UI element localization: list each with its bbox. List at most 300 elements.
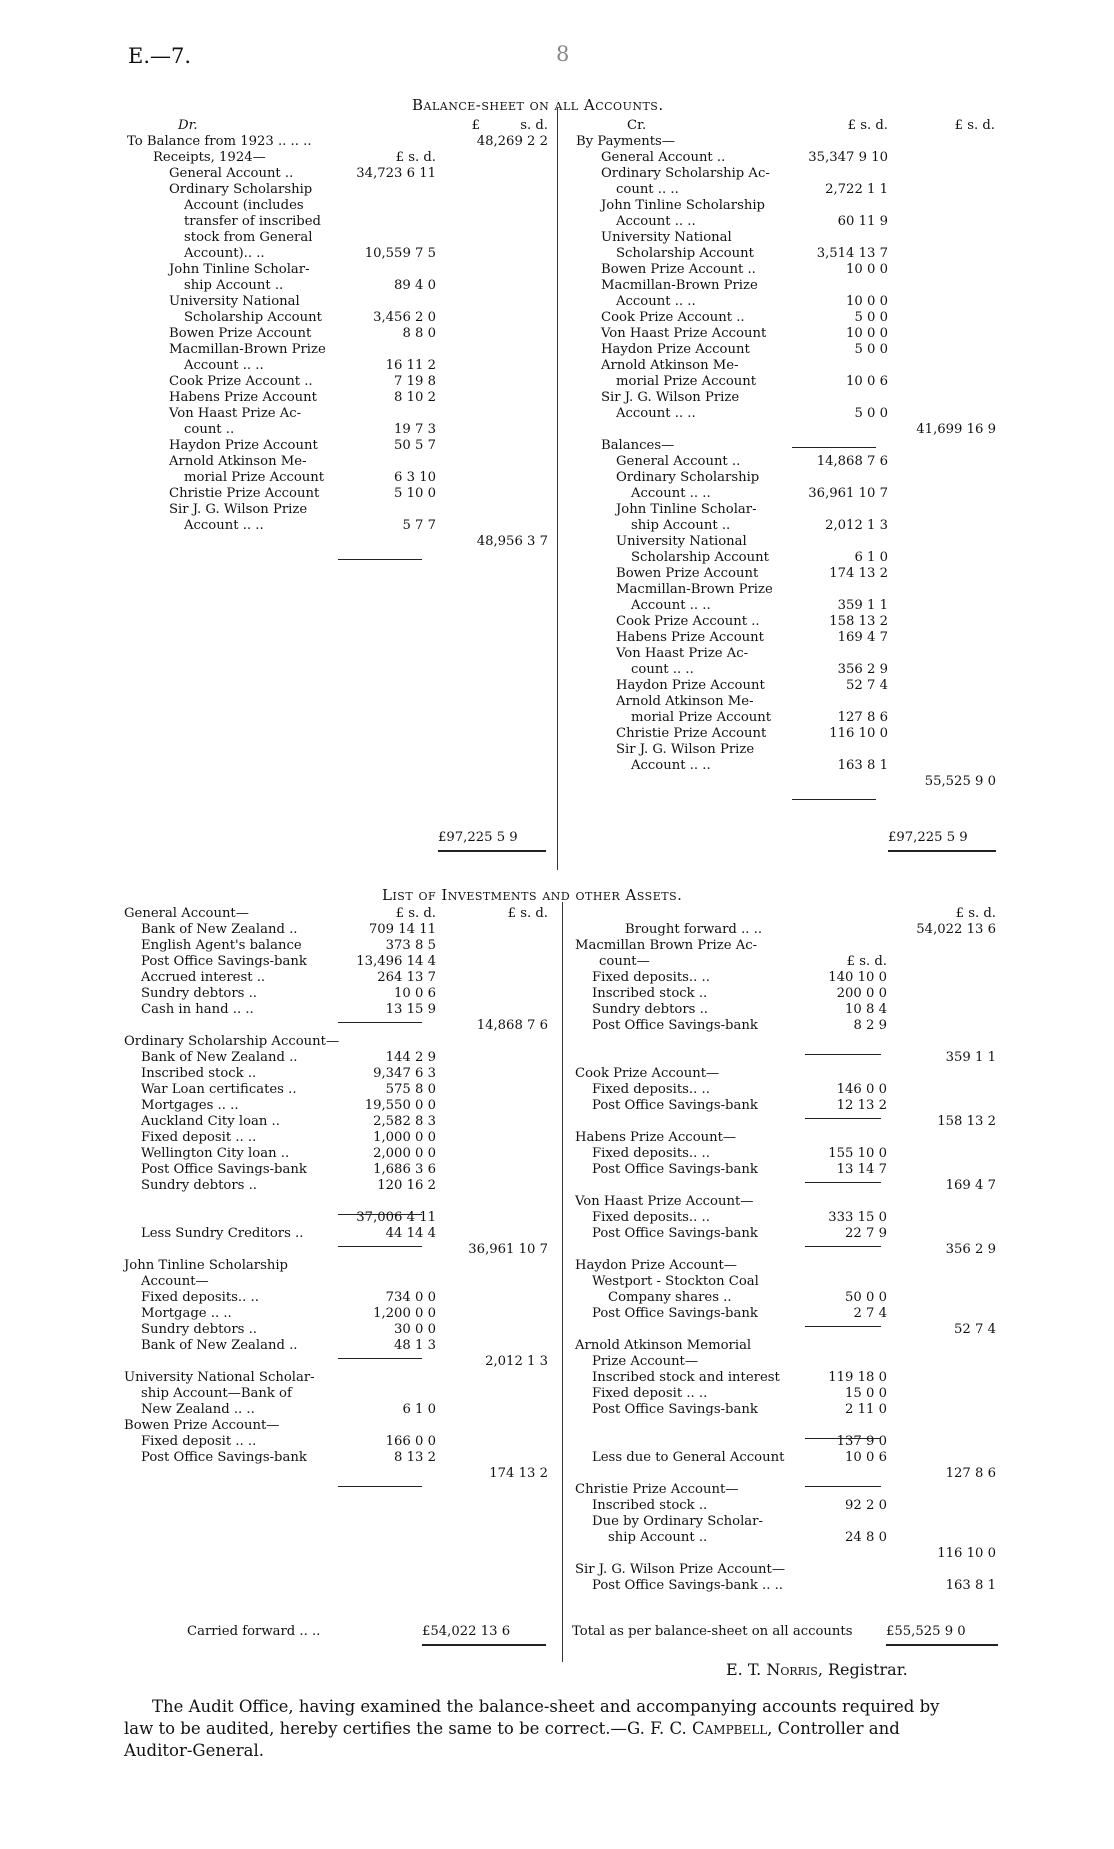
cr-balances-rule — [792, 799, 876, 800]
ledger-label: Due by Ordinary Scholar- — [592, 1514, 763, 1529]
amount-inner: 6 1 0 — [854, 550, 888, 565]
amount-inner: 2,722 1 1 — [825, 182, 888, 197]
amount-inner: 52 7 4 — [846, 678, 888, 693]
rule-vonhaast — [805, 1246, 881, 1247]
ledger-label: Brought forward .. .. — [625, 922, 763, 937]
ledger-label: By Payments— — [576, 134, 675, 149]
ledger-label: Inscribed stock .. — [592, 986, 708, 1001]
dr-total-double-rule — [438, 850, 546, 852]
amount-inner: 30 0 0 — [394, 1322, 436, 1337]
ledger-label: ship Account—Bank of — [141, 1386, 292, 1401]
amount-inner: 10 0 0 — [846, 262, 888, 277]
amount-inner: 166 0 0 — [385, 1434, 436, 1449]
ledger-label: Account .. .. — [631, 486, 711, 501]
ledger-row — [0, 1514, 1114, 1530]
ledger-label: John Tinline Scholarship — [124, 1258, 288, 1273]
ledger-label: Fixed deposits.. .. — [592, 970, 710, 985]
amount-inner: 1,000 0 0 — [373, 1130, 436, 1145]
ledger-label: Cr. — [627, 118, 647, 133]
ledger-label: Sir J. G. Wilson Prize Account— — [575, 1562, 786, 1577]
ledger-row — [0, 1034, 1114, 1050]
amount-inner: 13 14 7 — [836, 1162, 887, 1177]
ledger-row — [0, 1114, 1114, 1130]
ledger-label: Sir J. G. Wilson Prize — [169, 502, 308, 517]
ledger-row — [0, 922, 1114, 938]
ledger-label: Haydon Prize Account — [616, 678, 765, 693]
registrar-role: , Registrar. — [817, 1660, 908, 1679]
amount-outer: 55,525 9 0 — [924, 774, 996, 789]
ledger-label: General Account— — [124, 906, 249, 921]
dr-total-row — [438, 830, 548, 846]
amount-inner: 89 4 0 — [394, 278, 436, 293]
ledger-label: ship Account .. — [184, 278, 284, 293]
amount-outer: £ s. d. — [954, 118, 995, 133]
ledger-row — [0, 1258, 1114, 1274]
amount-outer: 54,022 13 6 — [916, 922, 996, 937]
amount-outer: 48,956 3 7 — [476, 534, 548, 549]
amount-outer: 14,868 7 6 — [476, 1018, 548, 1033]
ledger-label: Macmillan Brown Prize Ac- — [575, 938, 758, 953]
ledger-label: Macmillan-Brown Prize — [616, 582, 773, 597]
amount-inner: 7 19 8 — [394, 374, 436, 389]
ledger-label: Balances— — [601, 438, 675, 453]
amount-inner: 5 0 0 — [854, 342, 888, 357]
amount-inner: 575 8 0 — [385, 1082, 436, 1097]
ledger-label: Arnold Atkinson Me- — [616, 694, 754, 709]
ledger-label: Less due to General Account — [592, 1450, 785, 1465]
ledger-label: Cook Prize Account .. — [616, 614, 760, 629]
amount-inner: £ s. d. — [847, 118, 888, 133]
amount-outer: 169 4 7 — [945, 1178, 996, 1193]
amount-inner: 144 2 9 — [385, 1050, 436, 1065]
ledger-label: Sundry debtors .. — [141, 1322, 257, 1337]
amount-outer: £ s. d. — [955, 906, 996, 921]
ledger-label: Bowen Prize Account .. — [601, 262, 756, 277]
ledger-label: Habens Prize Account— — [575, 1130, 737, 1145]
ledger-label: Account .. .. — [184, 358, 264, 373]
ledger-label: John Tinline Scholar- — [616, 502, 757, 517]
amount-inner: 22 7 9 — [845, 1226, 887, 1241]
ledger-row — [0, 938, 1114, 954]
ledger-row — [0, 1082, 1114, 1098]
ledger-row — [0, 1050, 1114, 1066]
column-header: s. d. — [520, 118, 548, 133]
ledger-row — [0, 1482, 1114, 1498]
ledger-label: Habens Prize Account — [169, 390, 317, 405]
amount-inner: 2 11 0 — [845, 1402, 887, 1417]
ledger-row — [0, 1498, 1114, 1514]
ledger-row — [0, 1466, 1114, 1482]
amount-outer: 163 8 1 — [945, 1578, 996, 1593]
ledger-row — [0, 1370, 1114, 1386]
amount-inner: 2,012 1 3 — [825, 518, 888, 533]
rule-macmillan — [805, 1054, 881, 1055]
amount-inner: 48 1 3 — [394, 1338, 436, 1353]
amount-inner: 137 9 0 — [836, 1434, 887, 1449]
amount-inner: 127 8 6 — [837, 710, 888, 725]
ledger-label: Account .. .. — [631, 758, 711, 773]
balance-sheet-title: Balance-sheet on all Accounts. — [412, 96, 664, 114]
ledger-label: University National — [169, 294, 300, 309]
ledger-row — [0, 1274, 1114, 1290]
amount-outer: 48,269 2 2 — [476, 134, 548, 149]
ledger-label: Fixed deposits.. .. — [592, 1082, 710, 1097]
ledger-row — [0, 954, 1114, 970]
amount-inner: 3,456 2 0 — [373, 310, 436, 325]
ledger-label: Inscribed stock .. — [592, 1498, 708, 1513]
ledger-label: University National Scholar- — [124, 1370, 315, 1385]
amount-inner: 16 11 2 — [385, 358, 436, 373]
rule-haydon — [805, 1326, 881, 1327]
ledger-label: Haydon Prize Account — [601, 342, 750, 357]
cr-total-double-rule — [888, 850, 996, 852]
ledger-row — [0, 1210, 1114, 1226]
amount-inner: 140 10 0 — [828, 970, 887, 985]
ledger-label: Wellington City loan .. — [141, 1146, 290, 1161]
ledger-label: Receipts, 1924— — [153, 150, 266, 165]
ledger-row — [0, 1322, 1114, 1338]
ledger-label: Von Haast Prize Account — [601, 326, 767, 341]
rule-atkinson-sum — [805, 1438, 881, 1439]
amount-inner: 2,000 0 0 — [373, 1146, 436, 1161]
ledger-label: Account (includes — [184, 198, 304, 213]
ledger-label: Dr. — [178, 118, 198, 133]
ledger-row — [0, 1306, 1114, 1322]
amount-inner: 34,723 6 11 — [356, 166, 436, 181]
amount-outer: 116 10 0 — [937, 1546, 996, 1561]
rule-bowen — [338, 1486, 422, 1487]
cr-total-row — [888, 830, 998, 846]
ledger-label: Post Office Savings-bank — [141, 1162, 307, 1177]
amount-inner: 10 0 0 — [846, 294, 888, 309]
amount-inner: 200 0 0 — [836, 986, 887, 1001]
auditor-name: Campbell — [692, 1719, 768, 1738]
amount-outer: 158 13 2 — [937, 1114, 996, 1129]
amount-inner: 50 0 0 — [845, 1290, 887, 1305]
ledger-label: count .. .. — [616, 182, 679, 197]
balance-sheet-divider — [557, 108, 558, 870]
ledger-label: General Account .. — [616, 454, 741, 469]
ledger-label: Post Office Savings-bank .. .. — [592, 1578, 783, 1593]
amount-inner: 146 0 0 — [836, 1082, 887, 1097]
ledger-label: Mortgages .. .. — [141, 1098, 239, 1113]
ledger-label: Habens Prize Account — [616, 630, 764, 645]
amount-inner: 359 1 1 — [837, 598, 888, 613]
amount-inner: 2 7 4 — [853, 1306, 887, 1321]
amount-inner: 10 0 6 — [846, 374, 888, 389]
amount-inner: 174 13 2 — [829, 566, 888, 581]
carried-forward-double-rule — [422, 1644, 546, 1646]
amount-inner: 6 1 0 — [402, 1402, 436, 1417]
amount-inner: 10 8 4 — [845, 1002, 887, 1017]
audit-line-2 — [124, 1718, 900, 1740]
amount-inner: 5 10 0 — [394, 486, 436, 501]
cr-total-value: £97,225 5 9 — [888, 830, 968, 845]
amount-inner: 19,550 0 0 — [364, 1098, 436, 1113]
ledger-label: transfer of inscribed — [184, 214, 321, 229]
ledger-label: Bowen Prize Account — [169, 326, 312, 341]
ledger-label: morial Prize Account — [616, 374, 757, 389]
amount-inner: 8 13 2 — [394, 1450, 436, 1465]
ledger-row — [0, 986, 1114, 1002]
ledger-label: Von Haast Prize Account— — [575, 1194, 754, 1209]
ledger-row — [0, 1338, 1114, 1354]
ledger-row — [0, 1578, 1114, 1594]
ledger-label: Account).. .. — [184, 246, 265, 261]
amount-inner: 10 0 0 — [846, 326, 888, 341]
ledger-label: Account .. .. — [616, 214, 696, 229]
ledger-label: morial Prize Account — [631, 710, 772, 725]
carried-forward-row — [187, 1624, 367, 1640]
amount-outer: 356 2 9 — [945, 1242, 996, 1257]
amount-outer: 127 8 6 — [945, 1466, 996, 1481]
ledger-label: New Zealand .. .. — [141, 1402, 255, 1417]
ledger-row — [0, 906, 1114, 922]
amount-inner: £ s. d. — [395, 150, 436, 165]
ledger-label: Haydon Prize Account — [169, 438, 318, 453]
investments-divider — [562, 902, 563, 1662]
ledger-label: ship Account .. — [608, 1530, 708, 1545]
rule-general — [338, 1022, 422, 1023]
ledger-label: John Tinline Scholar- — [169, 262, 310, 277]
ledger-label: Account .. .. — [616, 406, 696, 421]
amount-outer: 36,961 10 7 — [468, 1242, 548, 1257]
amount-inner: 1,686 3 6 — [373, 1162, 436, 1177]
audit-line-2-text: law to be audited, hereby certifies the same to be correct.—G. F. C. — [124, 1719, 692, 1738]
ledger-label: To Balance from 1923 .. .. .. — [127, 134, 312, 149]
ledger-label: Scholarship Account — [184, 310, 322, 325]
amount-outer: £ s. d. — [507, 906, 548, 921]
document-code: E.—7. — [128, 44, 192, 68]
ledger-label: Post Office Savings-bank — [592, 1162, 758, 1177]
carried-forward-value: £54,022 13 6 — [422, 1624, 511, 1639]
ledger-label: Christie Prize Account — [169, 486, 320, 501]
ledger-label: War Loan certificates .. — [141, 1082, 297, 1097]
amount-inner: 709 14 11 — [368, 922, 436, 937]
ledger-label: Accrued interest .. — [141, 970, 266, 985]
ledger-label: Inscribed stock and interest — [592, 1370, 780, 1385]
ledger-label: Arnold Atkinson Me- — [601, 358, 739, 373]
amount-inner: 1,200 0 0 — [373, 1306, 436, 1321]
ledger-label: Account .. .. — [184, 518, 264, 533]
ledger-row — [0, 1002, 1114, 1018]
ledger-row — [0, 1354, 1114, 1370]
ledger-label: Sir J. G. Wilson Prize — [601, 390, 740, 405]
amount-inner: 356 2 9 — [837, 662, 888, 677]
ledger-row — [0, 970, 1114, 986]
amount-inner: 60 11 9 — [837, 214, 888, 229]
ledger-label: Account .. .. — [616, 294, 696, 309]
ledger-label: Bowen Prize Account— — [124, 1418, 280, 1433]
ledger-label: English Agent's balance — [141, 938, 302, 953]
ledger-row — [0, 1546, 1114, 1562]
amount-inner: 12 13 2 — [836, 1098, 887, 1113]
rule-ordinary — [338, 1246, 422, 1247]
carried-forward-label: Carried forward .. .. — [187, 1624, 321, 1639]
ledger-row — [0, 1162, 1114, 1178]
audit-line-1: The Audit Office, having examined the balance-sheet and accompanying accounts required by — [152, 1697, 940, 1716]
ledger-label: Sundry debtors .. — [141, 1178, 257, 1193]
ledger-label: Fixed deposit .. .. — [141, 1434, 257, 1449]
amount-outer: 2,012 1 3 — [485, 1354, 548, 1369]
total-balance-value: £55,525 9 0 — [886, 1624, 966, 1639]
amount-inner: 116 10 0 — [829, 726, 888, 741]
amount-inner: 6 3 10 — [394, 470, 436, 485]
ledger-row — [0, 1066, 1114, 1082]
ledger-row — [0, 1434, 1114, 1450]
ledger-label: John Tinline Scholarship — [601, 198, 765, 213]
amount-inner: 5 0 0 — [854, 310, 888, 325]
page-number: 8 — [556, 42, 570, 66]
ledger-row — [0, 1530, 1114, 1546]
rule-cook — [805, 1118, 881, 1119]
dr-total-value: £97,225 5 9 — [438, 830, 518, 845]
cr-payments-rule — [792, 447, 876, 448]
amount-inner: 36,961 10 7 — [808, 486, 888, 501]
ledger-label: Scholarship Account — [631, 550, 769, 565]
amount-inner: 373 8 5 — [385, 938, 436, 953]
ledger-label: Cook Prize Account— — [575, 1066, 720, 1081]
amount-inner: 5 0 0 — [854, 406, 888, 421]
ledger-label: Ordinary Scholarship Ac- — [601, 166, 770, 181]
ledger-label: Fixed deposit .. .. — [141, 1130, 257, 1145]
amount-inner: 8 8 0 — [402, 326, 436, 341]
ledger-label: Cook Prize Account .. — [601, 310, 745, 325]
audit-line-3: Auditor-General. — [124, 1741, 264, 1760]
ledger-label: Post Office Savings-bank — [592, 1018, 758, 1033]
ledger-label: Christie Prize Account — [616, 726, 767, 741]
amount-inner: 92 2 0 — [845, 1498, 887, 1513]
ledger-row — [0, 1242, 1114, 1258]
ledger-label: Von Haast Prize Ac- — [616, 646, 749, 661]
amount-inner: 10 0 6 — [845, 1450, 887, 1465]
amount-inner: 15 0 0 — [845, 1386, 887, 1401]
ledger-label: General Account .. — [169, 166, 294, 181]
amount-inner: 35,347 9 10 — [808, 150, 888, 165]
ledger-row — [0, 1402, 1114, 1418]
amount-inner: 119 18 0 — [828, 1370, 887, 1385]
ledger-row — [0, 1450, 1114, 1466]
registrar-signature — [726, 1660, 908, 1679]
ledger-label: stock from General — [184, 230, 313, 245]
amount-inner: 13,496 14 4 — [356, 954, 436, 969]
ledger-label: Cash in hand .. .. — [141, 1002, 254, 1017]
total-balance-label: Total as per balance-sheet on all accounts — [572, 1624, 853, 1639]
ledger-label: Westport - Stockton Coal — [592, 1274, 759, 1289]
ledger-label: Macmillan-Brown Prize — [601, 278, 758, 293]
ledger-label: Macmillan-Brown Prize — [169, 342, 326, 357]
amount-inner: 155 10 0 — [828, 1146, 887, 1161]
ledger-label: Christie Prize Account— — [575, 1482, 739, 1497]
amount-inner: 37,006 4 11 — [356, 1210, 436, 1225]
ledger-row — [0, 1226, 1114, 1242]
amount-inner: 44 14 4 — [385, 1226, 436, 1241]
total-balance-value-row — [886, 1624, 1000, 1640]
ledger-label: Cook Prize Account .. — [169, 374, 313, 389]
amount-inner: 264 13 7 — [377, 970, 436, 985]
amount-outer: 359 1 1 — [945, 1050, 996, 1065]
audit-line-2-end: , Controller and — [767, 1719, 900, 1738]
ledger-label: Fixed deposits.. .. — [592, 1146, 710, 1161]
ledger-row — [0, 1194, 1114, 1210]
amount-outer: 52 7 4 — [954, 1322, 996, 1337]
amount-inner: 13 15 9 — [385, 1002, 436, 1017]
ledger-label: Company shares .. — [608, 1290, 732, 1305]
ledger-label: Scholarship Account — [616, 246, 754, 261]
ledger-label: Ordinary Scholarship Account— — [124, 1034, 340, 1049]
ledger-label: Post Office Savings-bank — [141, 954, 307, 969]
ledger-label: Prize Account— — [592, 1354, 699, 1369]
carried-forward-value-row — [422, 1624, 546, 1640]
investments-title: List of Investments and other Assets. — [382, 886, 683, 904]
total-balance-row — [572, 1624, 882, 1640]
ledger-label: Haydon Prize Account— — [575, 1258, 737, 1273]
ledger-label: Inscribed stock .. — [141, 1066, 257, 1081]
ledger-row — [0, 1386, 1114, 1402]
amount-inner: 5 7 7 — [402, 518, 436, 533]
ledger-label: count .. — [184, 422, 235, 437]
total-double-rule — [886, 1644, 998, 1646]
ledger-label: morial Prize Account — [184, 470, 325, 485]
rule-ordinary-sum — [338, 1214, 422, 1215]
rule-tinline — [338, 1358, 422, 1359]
ledger-label: Sir J. G. Wilson Prize — [616, 742, 755, 757]
amount-inner: 14,868 7 6 — [816, 454, 888, 469]
ledger-label: Von Haast Prize Ac- — [169, 406, 302, 421]
ledger-label: Sundry debtors .. — [592, 1002, 708, 1017]
rule-atkinson — [805, 1486, 881, 1487]
amount-outer: £ — [471, 118, 480, 133]
amount-outer: 174 13 2 — [489, 1466, 548, 1481]
ledger-label: General Account .. — [601, 150, 726, 165]
ledger-label: Account .. .. — [631, 598, 711, 613]
ledger-label: Fixed deposits.. .. — [141, 1290, 259, 1305]
ledger-label: Post Office Savings-bank — [592, 1098, 758, 1113]
amount-inner: 8 2 9 — [853, 1018, 887, 1033]
ledger-label: Mortgage .. .. — [141, 1306, 232, 1321]
ledger-label: Ordinary Scholarship — [169, 182, 313, 197]
rule-habens — [805, 1182, 881, 1183]
amount-inner: 10 0 6 — [394, 986, 436, 1001]
ledger-label: Arnold Atkinson Me- — [169, 454, 307, 469]
ledger-label: Sundry debtors .. — [141, 986, 257, 1001]
amount-outer: 41,699 16 9 — [916, 422, 996, 437]
ledger-label: Bank of New Zealand .. — [141, 1050, 298, 1065]
amount-inner: 50 5 7 — [394, 438, 436, 453]
ledger-label: Account— — [141, 1274, 209, 1289]
registrar-name: E. T. Norris — [726, 1660, 818, 1679]
dr-subtotal-rule — [338, 559, 422, 560]
ledger-row — [0, 1098, 1114, 1114]
ledger-label: Post Office Savings-bank — [141, 1450, 307, 1465]
ledger-label: count— — [599, 954, 650, 969]
ledger-label: ship Account .. — [631, 518, 731, 533]
ledger-label: University National — [616, 534, 747, 549]
amount-inner: 333 15 0 — [828, 1210, 887, 1225]
amount-inner: 19 7 3 — [394, 422, 436, 437]
amount-inner: 9,347 6 3 — [373, 1066, 436, 1081]
amount-inner: 24 8 0 — [845, 1530, 887, 1545]
ledger-label: University National — [601, 230, 732, 245]
ledger-label: Bowen Prize Account — [616, 566, 759, 581]
amount-inner: 120 16 2 — [377, 1178, 436, 1193]
ledger-label: Post Office Savings-bank — [592, 1226, 758, 1241]
ledger-label: Bank of New Zealand .. — [141, 922, 298, 937]
ledger-row — [0, 1290, 1114, 1306]
ledger-row — [0, 1178, 1114, 1194]
ledger-label: Ordinary Scholarship — [616, 470, 760, 485]
ledger-label: Post Office Savings-bank — [592, 1402, 758, 1417]
